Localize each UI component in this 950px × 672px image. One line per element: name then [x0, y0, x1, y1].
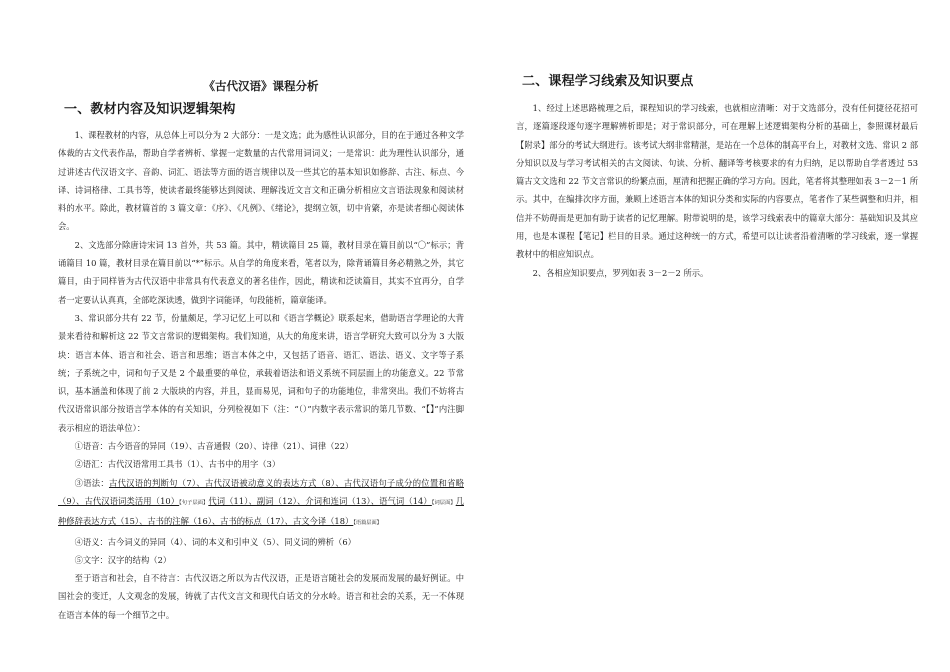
paragraph-1: 1、课程教材的内容，从总体上可以分为 2 大部分：一是文选；此为感性认识部分，目的在于通过各种文学体裁的古文代表作品，帮助自学者辨析、掌握一定数量的古代常用词词义；一是常识：此为理性认识部分，通过讲述古代汉语文字、音韵、词汇、语法等方面的语言规律以及一些其它的基本知识如修辞、古注、标点、今译、诗词格律、工具书等，使读者最终能够达到阅读、理解浅近文言文和正确分析相应文言语法现象和阅读材料的水平。除此，教材篇首的 3 篇文章：《序》、《凡例》、《绪论》，提纲立领，切中肯綮，亦是读者细心阅读体会。: [58, 130, 464, 232]
paragraph-2: 2、文选部分除唐诗宋词 13 首外，共 53 篇。其中，精读篇目 25 篇，教材目录在篇目前以“〇”标示；背诵篇目 10 篇，教材目录在篇目前以“*”标示。从自学的角度来看，笔者以为，除背诵篇目务必精熟之外，其它篇目，由于同样皆为古代汉语中非常具有代表意义的著名佳作，因此，精读和泛读篇目，其实不宜再分，自学者一定要认认真真，全部吃深读透，做到字词能译，句段能析，篇章能译。: [58, 239, 464, 305]
paragraph-3: 3、常识部分共有 22 节，份量颇足，学习记忆上可以和《语言学概论》联系起来，借助语言学理论的大背景来看待和解析这 22 节文言常识的逻辑架构。我们知道，从大的角度来讲，语言学研究大致可以分为 3 大版块：语言本体、语言和社会、语言和思维；语言本体之中，又包括了语音、语汇、语法、语义、文字等子系统；子系统之中，词和句子又是 2 个最重要的单位，承载着语法和语义系统不同层面上的功能意义。22 节常识，基本涵盖和体现了前 2 大版块的内容，并且，显而易见，词和句子的功能地位，非常突出。我们不妨将古代汉语常识部分按语言学本体的有关知识，分列检视如下（注：“（）”内数字表示常识的第几节数、“【】”内注脚表示相应的语法单位）：: [58, 312, 464, 433]
paragraph-5: 1、经过上述思路梳理之后，课程知识的学习线索，也就相应清晰：对于文选部分，没有任何捷径花招可言，逐篇逐段逐句逐字理解辨析即是；对于常识部分，可在理解上述逻辑架构分析的基础上，参照课材最后【附录】部分的考试大纲进行。该考试大纲非常精湛，是站在一个总体的制高平台上，对教材文选、常识 2 部分知识以及与学习考试相关的古文阅读、句读、分析、翻译等考核要求的有力归纳，足以帮助自学者透过 53 篇古文文选和 22 节文言常识的纷繁点面，厘清和把握正确的学习方向。因此，笔者将其整理如表 3－2－1 所示。其中，在编排次序方面，兼顾上述语言本体的知识分类和实际的内容要点，笔者作了某些调整和归并，相信并不妨碍而是更加有助于读者的记忆理解。附带说明的是，该学习线索表中的篇章大部分：基础知识及其应用，也是本课程【笔记】栏目的目录。通过这种统一的方式，希望可以让读者沿着清晰的学习线索，逐一掌握教材中的相应知识点。: [516, 103, 919, 260]
grammar-label: ③语法：: [74, 477, 109, 488]
tag-text-level: 【语篇层面】: [353, 520, 382, 527]
document-title: 《古代汉语》课程分析: [203, 79, 319, 93]
list-item-script: ⑤文字：汉字的结构（2）: [74, 554, 172, 565]
tag-sentence-level: 【句子层面】: [179, 499, 209, 506]
right-body-text: [516, 99, 918, 282]
tag-word-level: 【词层面】: [431, 499, 456, 506]
grammar-word-topics: 代词（11）、副词（12）、介词和连词（13）、语气词（14）: [208, 495, 432, 506]
grammar-sentence-topics: 古代汉语的判断句（7）、古代汉语被动意义的表达方式（8）、古代汉语句子成分的位置和省略（9）、古代汉语词类活用（10）: [58, 477, 464, 506]
left-body-text: [58, 126, 464, 624]
list-item-lexicon: ②语汇：古代汉语常用工具书（1）、古书中的用字（3）: [74, 459, 281, 470]
list-item-grammar: [58, 474, 464, 533]
list-item-phonetics: ①语音：古今语音的异同（19）、古音通假（20）、诗律（21）、词律（22）: [74, 441, 354, 452]
list-item-semantics: ④语义：古今词义的异同（4）、词的本义和引申义（5）、同义词的辨析（6）: [74, 536, 356, 547]
section-heading-2: 二、课程学习线索及知识要点: [522, 74, 694, 89]
grammar-text-topics: 几种修辞表达方式（15）、古书的注解（16）、古书的标点（17）、古文今译（18）: [58, 495, 464, 527]
paragraph-4: 至于语言和社会，自不待言：古代汉语之所以为古代汉语，正是语言随社会的发展而发展的最好例证。中国社会的变迁，人文观念的发展，铸就了古代文言文和现代白话文的分水岭。语言和社会的关系，无一不体现在语言本体的每一个细节之中。: [58, 573, 464, 620]
section-heading-1: 一、教材内容及知识逻辑架构: [64, 102, 236, 117]
paragraph-6: 2、各相应知识要点，罗列如表 3－2－2 所示。: [532, 267, 709, 278]
